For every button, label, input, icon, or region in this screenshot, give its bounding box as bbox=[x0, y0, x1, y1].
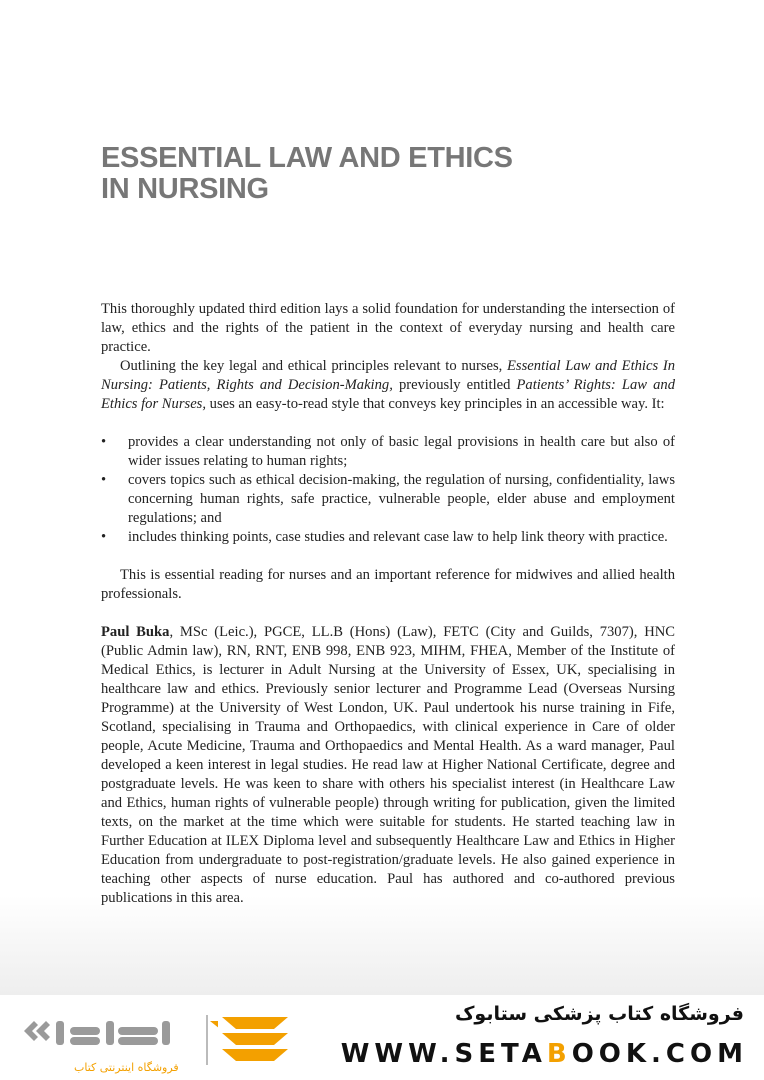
list-item bbox=[101, 471, 675, 528]
logo-divider bbox=[206, 1015, 208, 1065]
list-item-text: provides a clear understanding not only of basic legal provisions in health care but also of wider issues relating to human rights; bbox=[128, 434, 675, 469]
list-item bbox=[101, 433, 675, 471]
previous-title-italic: Patients’ Rights: Law and Ethics for Nurses, bbox=[101, 377, 675, 412]
bullet-icon: • bbox=[101, 529, 107, 545]
author-bio-text: , MSc (Leic.), PGCE, LL.B (Hons) (Law), FETC (City and Guilds, 7307), HNC (Public Admin law), RN, RNT, ENB 998, ENB 923, MIHM, FHEA, Member of the Institute of Medical Ethics, is lecturer in Adult Nursing at the University of Essex, UK, specialising in healthcare law and ethics. Previously senior lecturer and Programme Lead (Overseas Nursing Programme) at the University of West London, UK. Paul undertook his nurse training in Fife, Scotland, specialising in Trauma and Orthopaedics, with clinical experience in Care of older people, Acute Medicine, Trauma and Orthopaedics and Mental Health. As a ward manager, Paul developed a keen interest in legal studies. He read law at Higher National Certificate, degree and postgraduate levels. He was keen to share with others his specialist interest (in Healthcare Law and Ethics, human rights of vulnerable people) through writing for publication, given the limited texts, on the market at the time which were suitable for students. He started teaching law in Further Education at ILEX Diploma level and subsequently Healthcare Law and Ethics in Higher Education from undergraduate to post-registration/graduate levels. He also gained experience in teaching other aspects of nurse education. Paul has authored and co-authored previous publications in this area. bbox=[101, 624, 676, 906]
intro-paragraph-2 bbox=[101, 357, 675, 414]
book-title-italic: Essential Law and Ethics In Nursing: Patients, Rights and Decision-Making, bbox=[101, 358, 675, 393]
intro-text-a: Outlining the key legal and ethical principles relevant to nurses, bbox=[120, 358, 508, 374]
book-title bbox=[101, 143, 661, 205]
store-title: فروشگاه کتاب پزشکی ستابوک bbox=[454, 1003, 744, 1025]
book-title-line-2: IN NURSING bbox=[101, 173, 269, 205]
intro-paragraph-1: This thoroughly updated third edition lays a solid foundation for understanding the intersection of law, ethics and the rights of the patient in the context of everyday nursing and health care practice. bbox=[101, 301, 675, 355]
book-stack-icon bbox=[218, 1013, 292, 1069]
spacer bbox=[101, 604, 675, 623]
author-bio bbox=[101, 623, 675, 908]
bullet-icon: • bbox=[101, 434, 107, 450]
intro-text-b: previously entitled bbox=[392, 377, 517, 393]
intro-text-c: uses an easy-to-read style that conveys key principles in an accessible way. It: bbox=[206, 396, 665, 412]
logo-subtitle: فروشگاه اینترنتی کتاب bbox=[74, 1061, 179, 1074]
closing-paragraph: This is essential reading for nurses and an important reference for midwives and allied health professionals. bbox=[101, 567, 675, 602]
list-item-text: includes thinking points, case studies and relevant case law to help link theory with practice. bbox=[128, 529, 668, 545]
spacer bbox=[101, 547, 675, 566]
author-name: Paul Buka bbox=[101, 624, 170, 640]
book-title-line-1: ESSENTIAL LAW AND ETHICS bbox=[101, 142, 513, 174]
bullet-icon: • bbox=[101, 472, 107, 488]
url-accent: B bbox=[546, 1039, 572, 1069]
store-banner bbox=[0, 995, 764, 1080]
store-url[interactable] bbox=[341, 1039, 748, 1069]
back-cover-text bbox=[101, 300, 675, 908]
url-part-2: OOK.COM bbox=[571, 1039, 748, 1069]
setabook-logo-icon bbox=[18, 1009, 218, 1061]
feature-list bbox=[101, 433, 675, 547]
list-item-text: covers topics such as ethical decision-making, the regulation of nursing, confidentiality, laws concerning human rights, safe practice, vulnerable people, elder abuse and employment regulations; and bbox=[128, 472, 675, 526]
url-part-1: WWW.SETA bbox=[340, 1039, 547, 1069]
list-item bbox=[101, 528, 675, 547]
